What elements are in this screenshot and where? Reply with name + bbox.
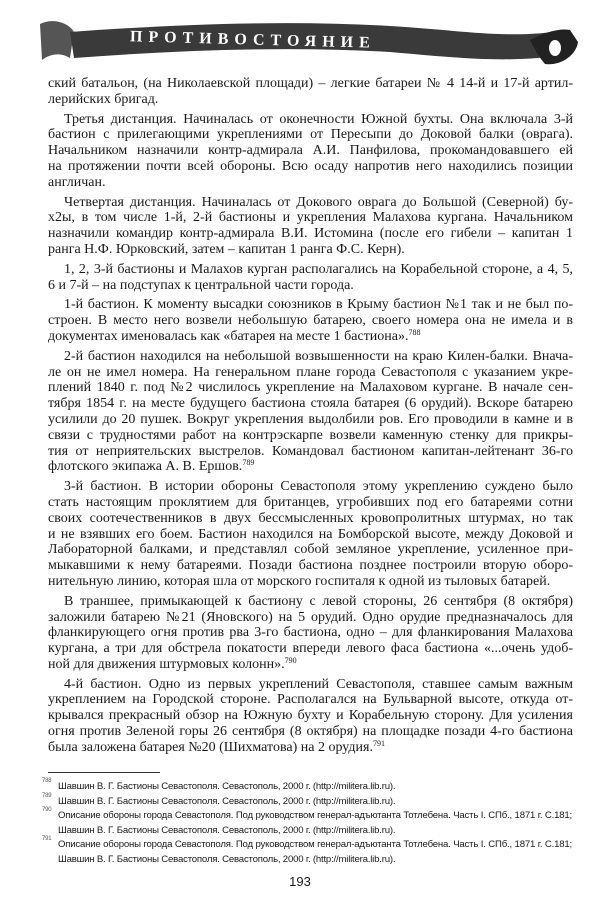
text-line <box>48 76 573 92</box>
line-text: и не взявших его боем. Бастион находился на Бомборской высоте, между Доковой и <box>48 526 573 542</box>
line-text: фланкирующего огня против рва 3-го бастиона, одно – для фланкирования Малахова <box>48 625 573 641</box>
line-text: ной для движения штурмовых колонн». <box>48 656 285 672</box>
line-text: мыкавшими к нему батареями. Позади бастиона позднее построили вторую оборо- <box>48 558 573 574</box>
line-text: документах именовалась как «батарея на месте 1 бастиона». <box>48 328 409 344</box>
footnote-reference[interactable]: 791 <box>372 738 385 748</box>
line-text: 6 и 7-й – на подступах к центральной части города. <box>48 277 354 293</box>
footnote-divider <box>48 772 160 773</box>
paragraph <box>48 594 573 673</box>
line-text: 3-й бастион. В истории обороны Севастополя этому укреплению суждено было <box>64 479 573 495</box>
footnote-text: Шавшин В. Г. Бастионы Севастополя. Севастополь, 2000 г. (http://militera.lib.ru). <box>58 781 396 792</box>
text-line <box>48 594 573 610</box>
line-text: Начальником назначили контр-адмирала А.И. Панфилова, прокомандовавшего ей <box>48 143 573 159</box>
text-line <box>48 159 573 175</box>
text-line <box>48 195 573 211</box>
line-text: англичан. <box>48 174 106 190</box>
text-line <box>48 396 573 412</box>
line-text: ле он не имел номера. На генеральном плане города Севастополя с указанием укре- <box>48 364 573 380</box>
text-line <box>48 479 573 495</box>
line-text: на протяжении почти всей обороны. Всю осаду напротив него находились позиции <box>48 158 573 174</box>
line-text: тия от неприятельских выстрелов. Командовал бастионом капитан-лейтенант 36-го <box>48 443 573 459</box>
line-text: флотского экипажа А. В. Ершов. <box>48 459 243 475</box>
line-text: своих соотечественников в двух бессмысленных кровопролитных штурмах, но так <box>48 510 573 526</box>
line-text: тября 1854 г. на месте будущего бастиона стояла батарея (6 орудий). Вскоре батарею <box>48 396 573 412</box>
paragraph <box>48 677 573 756</box>
line-text: усилили до 20 пушек. Вокруг укрепления выдолбили ров. Его проводили в камне и в <box>48 411 573 427</box>
footnote-reference[interactable]: 789 <box>242 458 255 468</box>
line-text: была заложена батарея №20 (Шихматова) на 2 орудия. <box>48 739 373 755</box>
footnote <box>42 838 572 867</box>
footnote <box>42 809 572 838</box>
line-text: кургана, а три для обстрела покатости впереди левого фаса бастиона «...очень удоб- <box>48 641 573 657</box>
text-line <box>48 610 573 626</box>
line-text: 1, 2, 3-й бастионы и Малахов курган располагались на Корабельной стороне, а 4, 5, <box>64 261 573 277</box>
paragraph <box>48 297 573 344</box>
text-line <box>48 143 573 159</box>
footnote <box>42 780 572 795</box>
text-line <box>48 175 573 191</box>
line-text: стать настоящим проклятием для британцев, угробивших под его батареями сотни <box>48 494 573 510</box>
text-line <box>48 278 573 294</box>
text-line <box>48 542 573 558</box>
text-line <box>48 412 573 428</box>
text-line <box>48 127 573 143</box>
header-title: ПРОТИВОСТОЯНИЕ <box>129 28 376 52</box>
paragraph <box>48 112 573 191</box>
text-line <box>48 365 573 381</box>
text-line <box>48 329 573 345</box>
footnote-text: Шавшин В. Г. Бастионы Севастополя. Севастополь, 2000 г. (http://militera.lib.ru). <box>58 795 396 807</box>
line-text: крывался прекрасный обзор на Южную бухту и Корабельную сторону. Для усиления <box>48 708 573 724</box>
text-line <box>48 92 573 108</box>
text-line <box>48 262 573 278</box>
line-text: ский батальон, (на Николаевской площади) – легкие батареи № 4 14-й и 17-й артил- <box>48 76 573 91</box>
page-number: 193 <box>289 874 311 889</box>
text-line <box>48 380 573 396</box>
text-line <box>48 459 573 475</box>
line-text: заложили батарею №21 (Яновского) на 5 орудий. Одно орудие предназначалось для <box>48 609 573 625</box>
text-line <box>48 242 573 258</box>
line-text: укреплением на Городской стороне. Располагался на Бульварной высоте, откуда от- <box>48 692 573 708</box>
line-text: строен. В место него возвели небольшую батарею, своего номера она не имела и в <box>48 313 573 329</box>
line-text: плений 1840 г. под №2 числилось укрепление на Малаховом кургане. В начале сен- <box>48 380 573 396</box>
text-line <box>48 641 573 657</box>
line-text: связи с трудностями работ на контрэскарпе возвели каменную стенку для прикры- <box>48 427 573 443</box>
text-line <box>48 349 573 365</box>
footnote-reference[interactable]: 788 <box>408 327 421 337</box>
ribbon-left-curl <box>40 21 74 60</box>
text-line <box>48 677 573 693</box>
text-line <box>48 226 573 242</box>
footnote-text: Шавшин В. Г. Бастионы Севастополя. Севастополь, 2000 г. (http://militera.lib.ru). <box>58 853 396 865</box>
line-text: бастион с прилегающими укреплениями от Пересыпи до Доковой балки (оврага). <box>48 127 573 143</box>
text-line <box>48 625 573 641</box>
line-text: Четвертая дистанция. Начиналась от Докового оврага до Большой (Северной) бу- <box>64 194 573 210</box>
footnote-mark: 791 <box>42 836 52 842</box>
footnote-mark: 788 <box>42 778 52 784</box>
text-line <box>48 574 573 590</box>
text-line <box>48 657 573 673</box>
line-text: В траншее, примыкающей к бастиону с левой стороны, 26 сентября (8 октября) <box>64 593 573 609</box>
paragraph <box>48 479 573 590</box>
footnote-mark: 789 <box>42 792 52 799</box>
text-line <box>48 527 573 543</box>
text-line <box>48 724 573 740</box>
line-text: 2-й бастион находился на небольшой возвышенности на краю Килен-балки. Внача- <box>64 348 573 364</box>
text-line <box>48 210 573 226</box>
text-line <box>48 313 573 329</box>
line-text: нительную линию, которая шла от морского госпиталя к одной из тыловых батарей. <box>48 573 551 589</box>
line-text: огня против Зеленой горы 26 сентября (8 октября) на площадке позади 4-го бастиона <box>48 724 573 740</box>
paragraph <box>48 195 573 258</box>
paragraph <box>48 349 573 475</box>
line-text: Третья дистанция. Начиналась от оконечности Южной бухты. Она включала 3-й <box>64 111 573 127</box>
footnote <box>42 792 572 810</box>
footnote-text: Описание обороны города Севастополя. Под руководством генерал-адъютанта Тотлебена. Часть I. СПб., 1871 г. С.181; <box>58 839 572 850</box>
paragraph <box>48 262 573 294</box>
footnotes <box>42 780 572 867</box>
text-line <box>48 297 573 313</box>
line-text: лерийских бригад. <box>48 91 159 107</box>
line-text: 1-й бастион. К моменту высадки союзников в Крыму бастион №1 так и не был по- <box>64 297 573 313</box>
line-text: назначили командир контр-адмирала В.И. Истомина (после его гибели – капитан 1 <box>48 226 573 242</box>
text-line <box>48 558 573 574</box>
line-text: ранга Н.Ф. Юрковский, затем – капитан 1 ранга Ф.С. Керн). <box>48 241 405 257</box>
body-text <box>48 76 573 760</box>
footnote-text: Описание обороны города Севастополя. Под руководством генерал-адъютанта Тотлебена. Часть I. СПб., 1871 г. С.181; <box>58 810 572 821</box>
paragraph <box>48 76 573 108</box>
line-text: 4-й бастион. Одно из первых укреплений Севастополя, ставшее самым важным <box>64 676 573 692</box>
text-line <box>48 428 573 444</box>
text-line <box>48 511 573 527</box>
footnote-reference[interactable]: 790 <box>284 655 297 665</box>
text-line <box>48 444 573 460</box>
footnote-mark: 790 <box>42 807 52 813</box>
text-line <box>48 112 573 128</box>
header-ribbon-banner <box>30 6 590 76</box>
text-line <box>48 692 573 708</box>
text-line <box>48 740 573 756</box>
ribbon-curl-loop <box>548 39 562 57</box>
footnote-text: Шавшин В. Г. Бастионы Севастополя. Севастополь, 2000 г. (http://militera.lib.ru). <box>58 824 396 836</box>
line-text: х2ы, в том числе 1-й, 2-й бастионы и укрепления Малахова кургана. Начальником <box>48 210 573 226</box>
line-text: Лабораторной балками, и представлял собой земляное укрепление, усиленное при- <box>48 542 573 558</box>
text-line <box>48 708 573 724</box>
text-line <box>48 495 573 511</box>
